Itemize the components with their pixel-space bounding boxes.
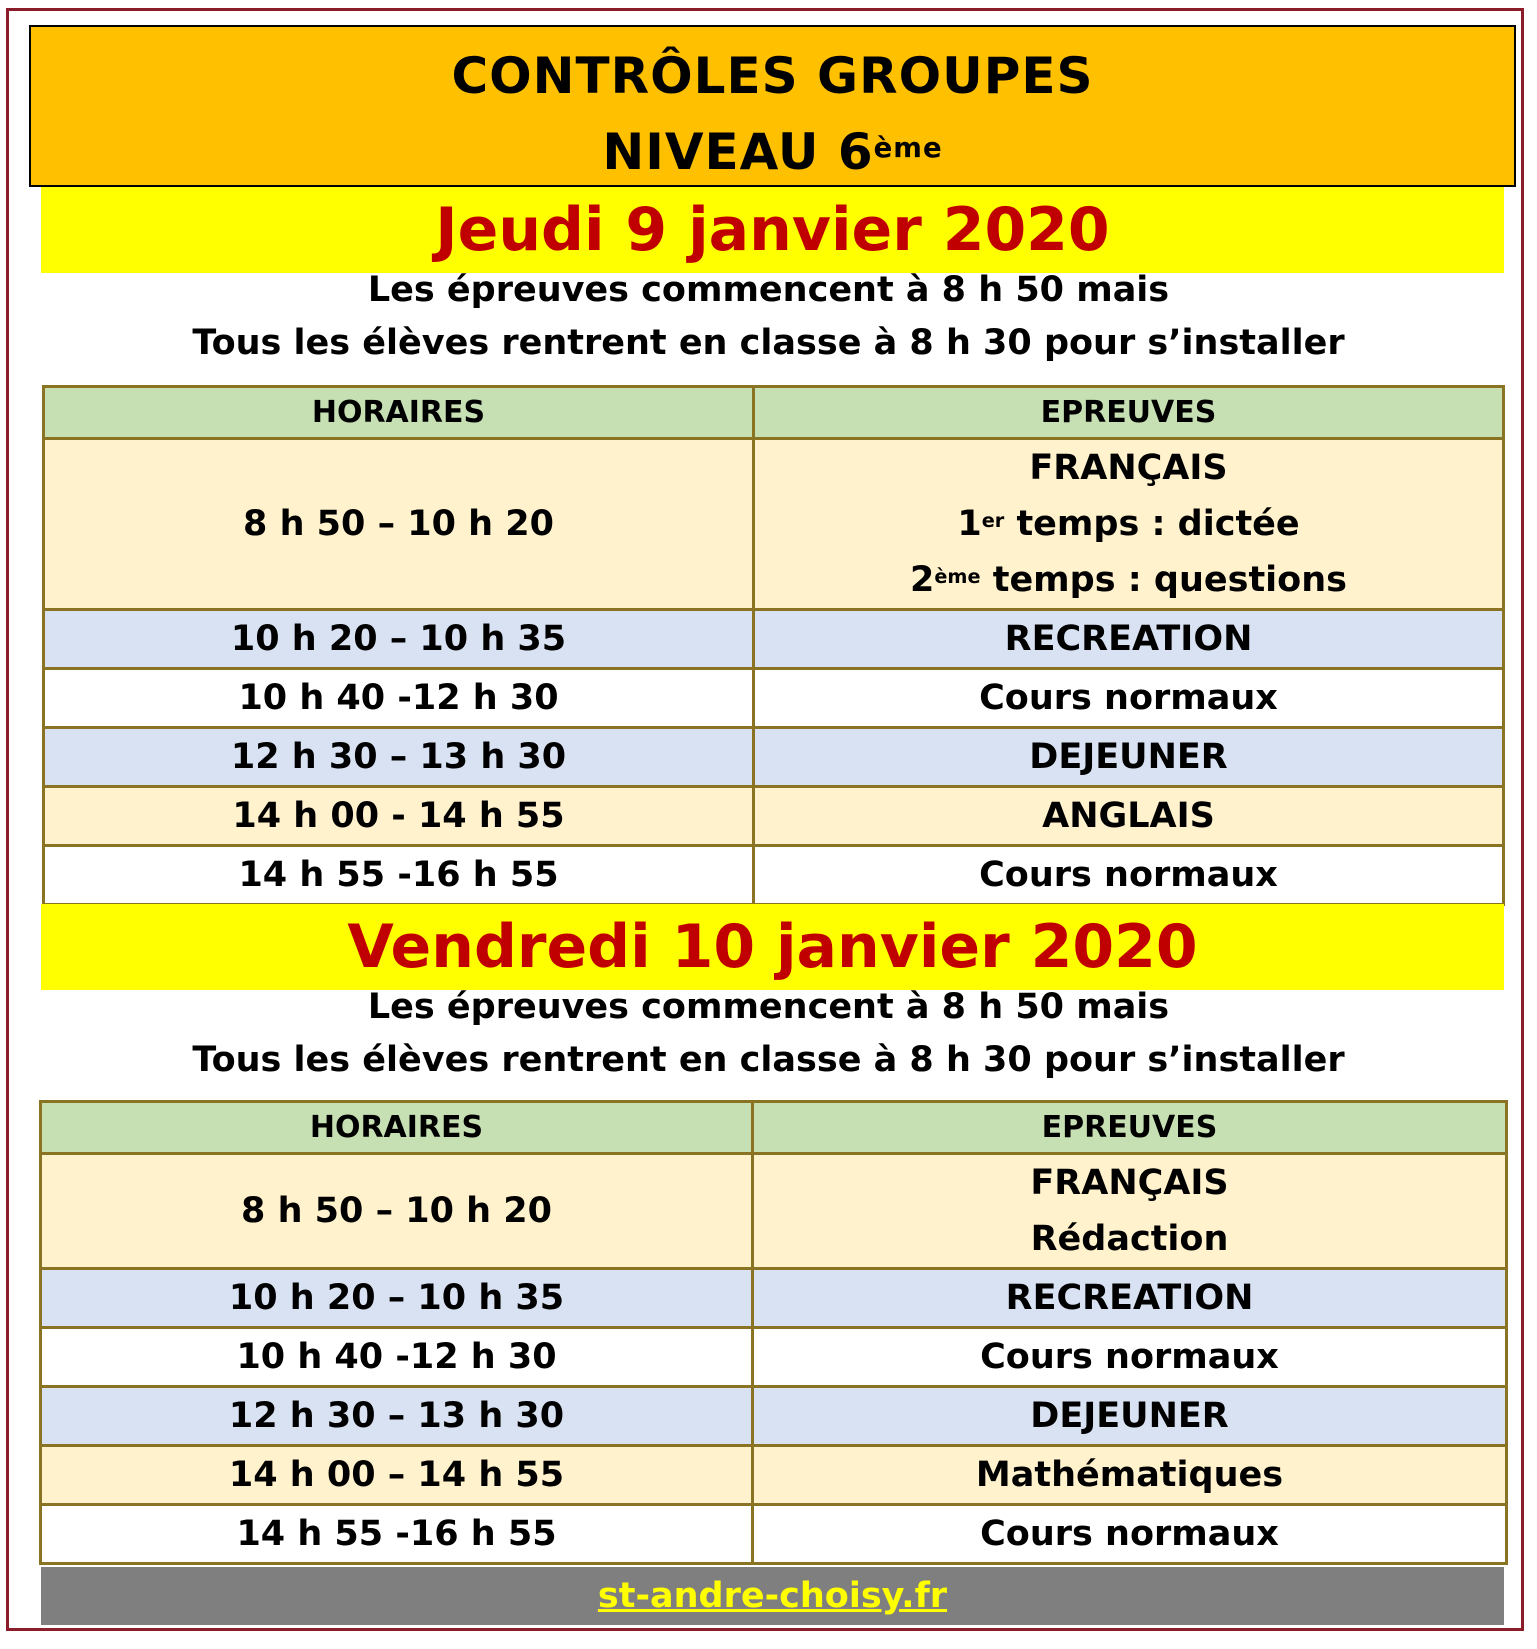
table-header-row	[44, 387, 1504, 439]
website-link[interactable]: st-andre-choisy.fr	[597, 1576, 948, 1616]
footer-bar	[41, 1567, 1504, 1625]
day2-schedule-table	[39, 1100, 1508, 1565]
page-title: CONTRÔLES GROUPES	[451, 47, 1094, 105]
ordinal-number: 2	[910, 560, 935, 600]
level-label: NIVEAU 6	[602, 123, 874, 181]
ordinal-superscript: ème	[934, 565, 981, 589]
time-cell: 10 h 40 -12 h 30	[44, 669, 754, 728]
day1-note-line1: Les épreuves commencent à 8 h 50 mais	[367, 270, 1170, 310]
col-header-horaires: HORAIRES	[44, 387, 754, 439]
event-cell: Cours normaux	[754, 669, 1504, 728]
table-row	[44, 439, 1504, 610]
title-banner	[29, 25, 1516, 187]
table-row	[41, 1505, 1507, 1564]
table-row	[41, 1269, 1507, 1328]
col-header-horaires: HORAIRES	[41, 1102, 753, 1154]
day2-note-line1: Les épreuves commencent à 8 h 50 mais	[367, 987, 1170, 1027]
col-header-epreuves: EPREUVES	[754, 387, 1504, 439]
detail-text: temps : questions	[980, 560, 1347, 600]
day1-schedule-table	[42, 385, 1505, 906]
ordinal-number: 1	[957, 504, 982, 544]
table-row	[41, 1328, 1507, 1387]
event-cell: DEJEUNER	[753, 1387, 1507, 1446]
table-row	[44, 610, 1504, 669]
event-detail: Rédaction	[1030, 1219, 1229, 1259]
time-cell: 12 h 30 – 13 h 30	[44, 728, 754, 787]
time-cell: 8 h 50 – 10 h 20	[44, 439, 754, 610]
table-header-row	[41, 1102, 1507, 1154]
event-cell: Cours normaux	[753, 1328, 1507, 1387]
event-cell: Mathématiques	[753, 1446, 1507, 1505]
detail-text: temps : dictée	[1004, 504, 1300, 544]
time-cell: 10 h 40 -12 h 30	[41, 1328, 753, 1387]
day2-date: Vendredi 10 janvier 2020	[41, 904, 1504, 990]
time-cell: 14 h 55 -16 h 55	[44, 846, 754, 905]
time-cell: 14 h 00 – 14 h 55	[41, 1446, 753, 1505]
table-row	[41, 1387, 1507, 1446]
event-detail	[755, 552, 1502, 608]
time-cell: 14 h 55 -16 h 55	[41, 1505, 753, 1564]
time-cell: 14 h 00 - 14 h 55	[44, 787, 754, 846]
event-cell: RECREATION	[753, 1269, 1507, 1328]
event-title: FRANÇAIS	[1029, 448, 1228, 488]
event-cell: Cours normaux	[753, 1505, 1507, 1564]
level-superscript: ème	[873, 131, 943, 164]
event-cell	[753, 1154, 1507, 1269]
time-cell: 10 h 20 – 10 h 35	[44, 610, 754, 669]
event-cell: ANGLAIS	[754, 787, 1504, 846]
page-subtitle	[31, 119, 1514, 185]
event-title: FRANÇAIS	[1030, 1163, 1229, 1203]
day1-date: Jeudi 9 janvier 2020	[41, 187, 1504, 273]
time-cell: 12 h 30 – 13 h 30	[41, 1387, 753, 1446]
event-detail	[755, 496, 1502, 552]
event-cell: Cours normaux	[754, 846, 1504, 905]
table-row	[44, 728, 1504, 787]
table-row	[44, 846, 1504, 905]
event-cell: DEJEUNER	[754, 728, 1504, 787]
col-header-epreuves: EPREUVES	[753, 1102, 1507, 1154]
day1-note-line2: Tous les élèves rentrent en classe à 8 h 30 pour s’installer	[192, 323, 1345, 363]
table-row	[41, 1154, 1507, 1269]
table-row	[44, 669, 1504, 728]
ordinal-superscript: er	[981, 509, 1005, 533]
event-cell	[754, 439, 1504, 610]
table-row	[41, 1446, 1507, 1505]
day2-note-line2: Tous les élèves rentrent en classe à 8 h 30 pour s’installer	[192, 1040, 1345, 1080]
time-cell: 10 h 20 – 10 h 35	[41, 1269, 753, 1328]
time-cell: 8 h 50 – 10 h 20	[41, 1154, 753, 1269]
table-row	[44, 787, 1504, 846]
event-cell: RECREATION	[754, 610, 1504, 669]
